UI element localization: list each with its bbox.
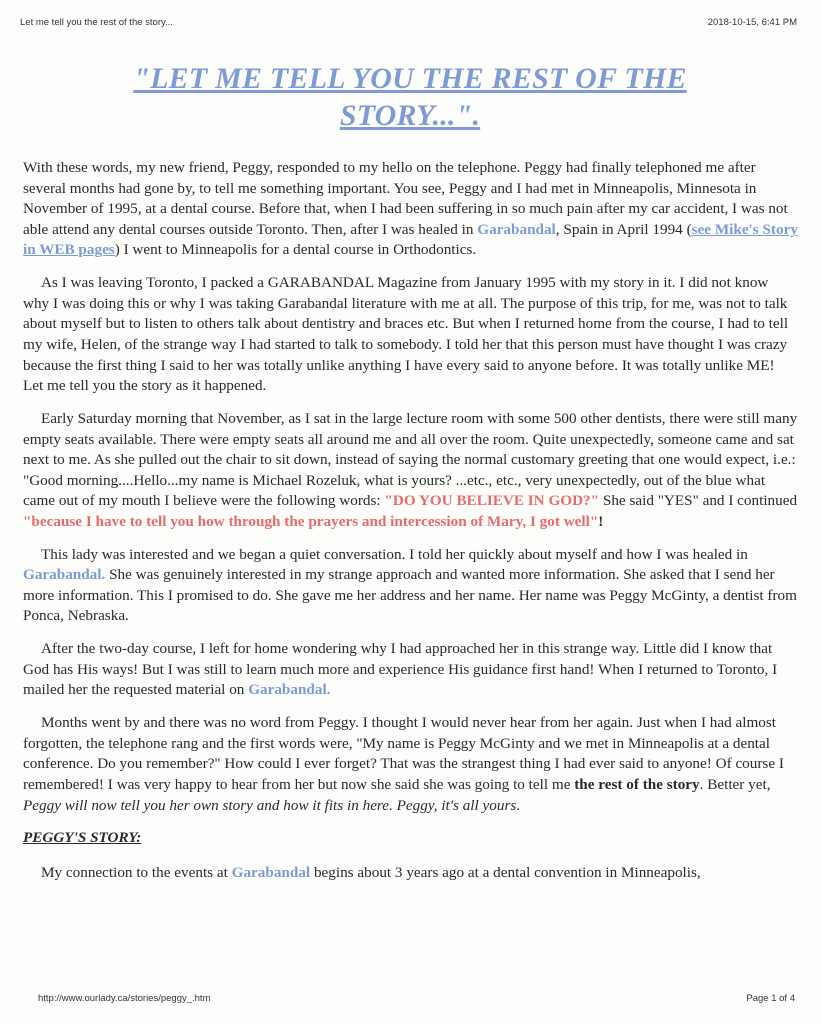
- print-header-title: Let me tell you the rest of the story...: [20, 17, 173, 28]
- page-title-line-2: STORY...".: [339, 99, 481, 132]
- text: This lady was interested and we began a quiet conversation. I told her quickly about myself and how I was healed in: [41, 545, 748, 563]
- paragraph-2: As I was leaving Toronto, I packed a GARABANDAL Magazine from January 1995 with my story in it. I did not know why I was doing this or why I was taking Garabandal literature with me at all. The purpose of this trip, for me, was not to talk about myself but to listen to others talk about dentistry and braces etc. But when I returned home from the course, I had to tell my wife, Helen, of the strange way I had started to talk to somebody. I told her that this person must have thought I was crazy because the first thing I said to her was totally unlike anything I have every said to anyone before. It was totally unlike ME! Let me tell you the story as it happened.: [23, 274, 789, 395]
- paragraph-7: [23, 863, 798, 884]
- garabandal-highlight: Garabandal: [231, 863, 311, 881]
- text: !: [598, 512, 604, 530]
- text: After the two-day course, I left for home wondering why I had approached her in this strange way. Little did I know that God has His ways! But I was still to learn much more and experience His guidance first hand! When I returned to Toronto, I mailed her the requested material on: [23, 640, 778, 699]
- garabandal-highlight: Garabandal.: [248, 681, 331, 699]
- quote-prayers-of-mary: "because I have to tell you how through the prayers and intercession of Mary, I got well": [23, 512, 599, 530]
- text: ) I went to Minneapolis for a dental course in Orthodontics.: [114, 241, 477, 259]
- garabandal-highlight: Garabandal.: [23, 566, 106, 584]
- text: Early Saturday morning that November, as I sat in the large lecture room with some 500 other dentists, there were still many empty seats available. There were empty seats all around me and all over the room. Quite unexpectedly, someone came and sat next to me. As she pulled out the chair to sit down, instead of saying the normal customary greeting that one would expect, i.e.: "Good morning....Hello...my name is Michael Rozeluk, what is yours? ...etc., etc., very unexpectedly, out of the blue what came out of my mouth I believe were the following words:: [23, 409, 798, 510]
- text: She was genuinely interested in my strange approach and wanted more information. She asked that I send her more information. This I promised to do. She gave me her address and her name. Her name was Peggy McGinty, a dentist from Ponca, Nebraska.: [23, 566, 797, 625]
- paragraph-1: [23, 158, 798, 261]
- print-footer-url: http://www.ourlady.ca/stories/peggy_.htm: [38, 993, 211, 1004]
- garabandal-highlight: Garabandal: [477, 220, 556, 238]
- text: . Better yet,: [699, 775, 771, 793]
- print-footer-page-number: Page 1 of 4: [746, 993, 795, 1004]
- text: With these words, my new friend, Peggy, responded to my hello on the telephone. Peggy had finally telephoned me after several months had gone by, to tell me something important. You see, Peggy and I had met in Minneapolis, Minnesota in November of 1995, at a dental course. Before that, when I had been suffering in so much pain after my car accident, I was not able attend any dental courses outside Toronto. Then, after I was healed in: [23, 159, 788, 238]
- text: She said "YES" and I continued: [599, 492, 798, 510]
- text: .: [516, 796, 521, 814]
- rest-of-story-bold: the rest of the story: [574, 775, 700, 793]
- paragraph-4: [23, 545, 798, 627]
- paragraph-6: [23, 713, 798, 816]
- article-body: [23, 158, 798, 896]
- text: My connection to the events at: [41, 863, 232, 881]
- text: begins about 3 years ago at a dental convention in Minneapolis,: [310, 863, 701, 881]
- page-title: [60, 60, 760, 134]
- paragraph-3: [23, 409, 798, 533]
- text: Months went by and there was no word from Peggy. I thought I would never hear from her again. Just when I had almost forgotten, the telephone rang and the first words were, "My name is Peggy McGinty and we met in Minneapolis at a dental conference. Do you remember?" How could I ever forget? That was the strangest thing I had ever said to anyone! Of course I remembered! I was very happy to hear from her but now she said she was going to tell me: [23, 714, 784, 793]
- italic-text: Peggy will now tell you her own story and how it fits in here. Peggy, it's all yours: [23, 796, 517, 814]
- section-heading-peggys-story: PEGGY'S STORY:: [23, 829, 142, 847]
- page-title-line-1: "LET ME TELL YOU THE REST OF THE: [133, 62, 687, 95]
- mikes-story-link[interactable]: see Mike's Story in WEB pages: [23, 220, 798, 259]
- quote-believe-in-god: "DO YOU BELIEVE IN GOD?": [384, 492, 600, 510]
- print-header-datetime: 2018-10-15, 6:41 PM: [707, 17, 797, 28]
- text: , Spain in April 1994 (: [555, 220, 692, 238]
- paragraph-5: [23, 639, 798, 701]
